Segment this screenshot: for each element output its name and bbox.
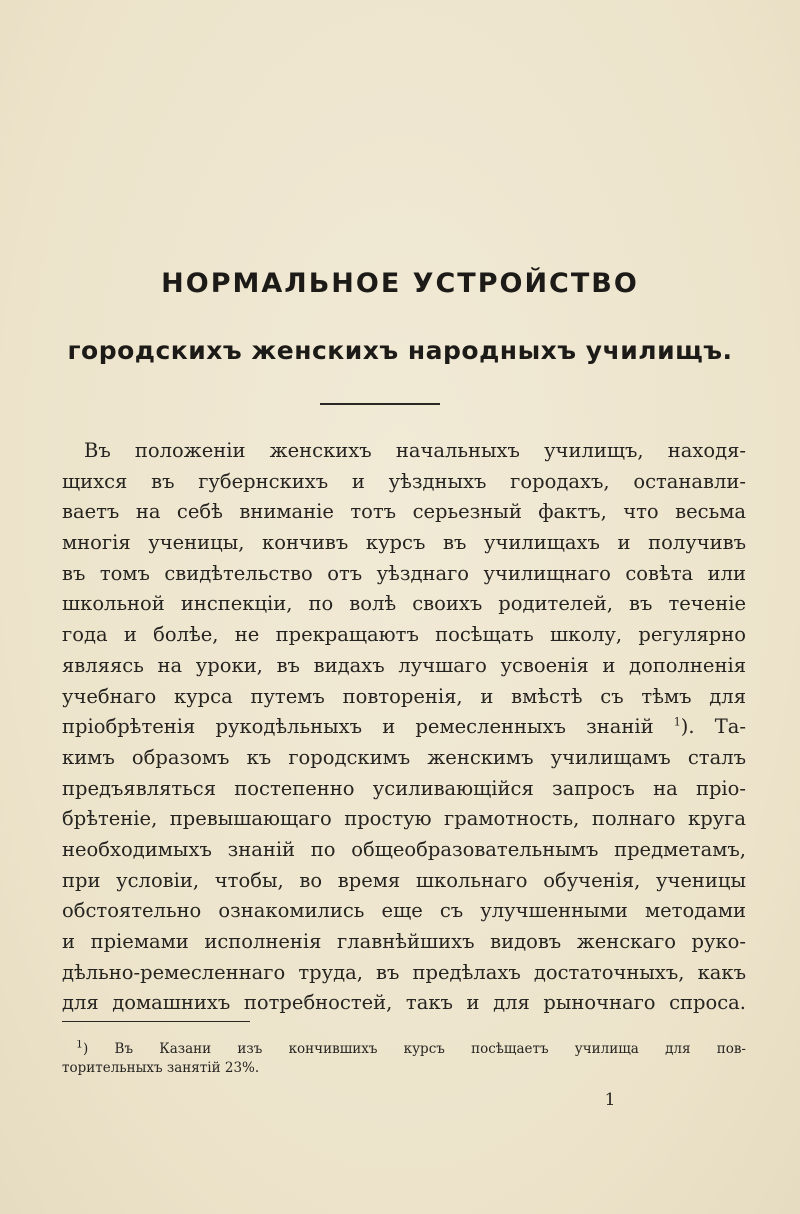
body-line: щихся въ губернскихъ и уѣздныхъ городахъ, останавли-: [62, 469, 746, 493]
footnote: [62, 1040, 746, 1078]
body-line: необходимыхъ знаній по общеобразовательнымъ предметамъ,: [62, 837, 746, 861]
body-line: предъявляться постепенно усиливающійся запросъ на пріо-: [62, 776, 746, 800]
body-line: являясь на уроки, въ видахъ лучшаго усвоенія и дополненія: [62, 653, 746, 677]
body-line: учебнаго курса путемъ повторенія, и вмѣстѣ съ тѣмъ для: [62, 684, 746, 708]
body-line: школьной инспекціи, по волѣ своихъ родителей, въ теченіе: [62, 592, 746, 616]
body-line-text: пріобрѣтенія рукодѣльныхъ и ремесленныхъ знаній: [62, 715, 654, 739]
document-title: НОРМАЛЬНОЕ УСТРОЙСТВО: [161, 268, 639, 299]
body-line: многія ученицы, кончивъ курсъ въ училищахъ и получивъ: [62, 531, 746, 555]
footnote-line: торительныхъ занятій 23%.: [62, 1060, 260, 1076]
body-text: [62, 436, 746, 1019]
page-number: 1: [604, 1090, 616, 1110]
title-divider: [320, 403, 440, 405]
footnote-text: Въ Казани изъ кончившихъ курсъ посѣщаетъ училища для пов-: [114, 1041, 746, 1057]
body-line: брѣтеніе, превышающаго простую грамотность, полнаго круга: [62, 807, 746, 831]
body-line: въ томъ свидѣтельство отъ уѣзднаго училищнаго совѣта или: [62, 561, 746, 585]
footnote-marker-suffix: ): [83, 1041, 89, 1057]
body-line: года и болѣе, не прекращаютъ посѣщать школу, регулярно: [62, 623, 746, 647]
footnote-reference-suffix: ). Та-: [680, 715, 746, 739]
footnote-marker: 1: [76, 1040, 83, 1051]
body-line-with-ref: [62, 712, 746, 743]
body-line: дѣльно-ремесленнаго труда, въ предѣлахъ достаточныхъ, какъ: [62, 960, 746, 984]
body-line: для домашнихъ потребностей, такъ и для рыночнаго спроса.: [62, 991, 746, 1015]
body-line: Въ положеніи женскихъ начальныхъ училищъ, находя-: [84, 439, 746, 462]
body-line: кимъ образомъ къ городскимъ женскимъ училищамъ сталъ: [62, 745, 746, 769]
footnote-divider: [62, 1021, 250, 1022]
document-subtitle: городскихъ женскихъ народныхъ училищъ.: [67, 336, 733, 365]
body-line: при условіи, чтобы, во время школьнаго обученія, ученицы: [62, 868, 746, 892]
body-line: ваетъ на себѣ вниманіе тотъ серьезный фактъ, что весьма: [62, 500, 746, 524]
body-line: и пріемами исполненія главнѣйшихъ видовъ женскаго руко-: [62, 930, 746, 953]
footnote-line: [62, 1040, 746, 1059]
body-line: обстоятельно ознакомились еще съ улучшенными методами: [62, 899, 746, 923]
footnote-reference: 1: [673, 715, 681, 729]
